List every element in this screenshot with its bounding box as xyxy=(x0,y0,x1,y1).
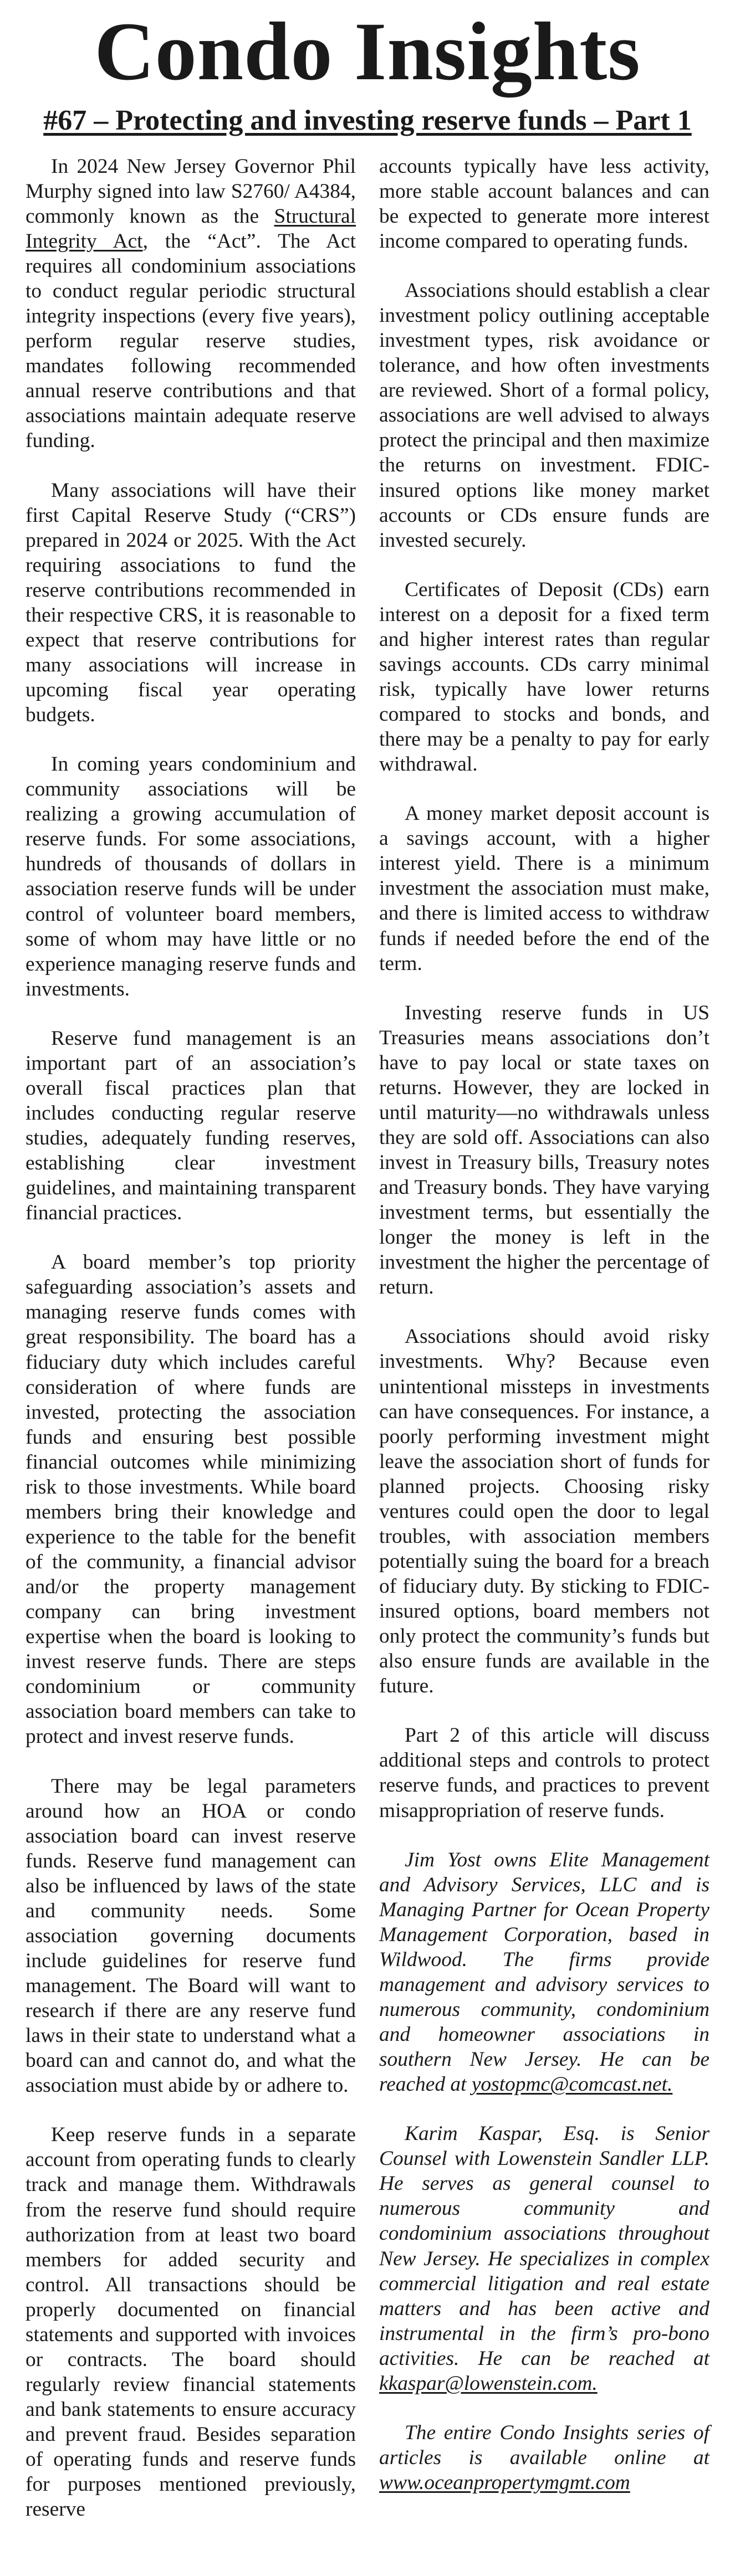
paragraph-money-market: A money market deposit account is a savings account, with a higher interest yield. There is a minimum investment the association must make, and there is limited access to withdraw funds if needed before the end of the term. xyxy=(379,802,710,975)
email-link-yost[interactable]: yostopmc@comcast.net. xyxy=(471,2073,673,2096)
paragraph-legal-parameters: There may be legal parameters around how an HOA or condo association board can invest reserve funds. Reserve fund management can also be influenced by laws of the state and community needs. Some association governing documents include guidelines for reserve fund management. The Board will want to research if there are any reserve fund laws in their state to understand what a board can and cannot do, and what the association must abide by or adhere to. xyxy=(25,1774,356,2097)
paragraph-reserve-accumulation: In coming years condominium and community associations will be realizing a growing accumulation of reserve funds. For some associations, hundreds of thousands of dollars in association reserve funds will be under control of volunteer board members, some of whom may have little or no experience managing reserve funds and investments. xyxy=(25,753,356,1000)
author-bio-jim-yost xyxy=(379,1848,710,2097)
paragraph-certificates-of-deposit: Certificates of Deposit (CDs) earn interest on a deposit for a fixed term and higher interest rates than regular savings accounts. CDs carry minimal risk, typically have lower returns compared to stocks and bonds, and there may be a penalty to pay for early withdrawal. xyxy=(379,578,710,776)
right-column xyxy=(379,154,710,2547)
left-column xyxy=(25,154,356,2547)
paragraph-board-responsibility: A board member’s top priority safeguarding association’s assets and managing reserve funds comes with great responsibility. The board has a fiduciary duty which includes careful consideration of where funds are invested, protecting the association funds and ensuring best possible financial outcomes while minimizing risk to those investments. While board members bring their knowledge and experience to the table for the benefit of the community, a financial advisor and/or the property management company can bring investment expertise when the board is looking to invest reserve funds. There are steps condominium or community association board members can take to protect and invest reserve funds. xyxy=(25,1251,356,1748)
paragraph-text: , the “Act”. The Act requires all condominium associations to conduct regular periodic structural integrity inspections (every five years), perform regular reserve studies, mandates following recommended annual reserve contributions and that associations maintain adequate reserve funding. xyxy=(25,229,356,453)
bio-text: Jim Yost owns Elite Management and Advisory Services, LLC and is Managing Partner for Ocean Property Management Corporation, based in Wildwood. The firms provide management and advisory services to numerous community, condominium and homeowner associations in southern New Jersey. He can be reached at xyxy=(379,1848,710,2096)
bio-text: The entire Condo Insights series of articles is available online at xyxy=(379,2421,710,2469)
article-columns xyxy=(25,154,710,2547)
structural-integrity-act-link[interactable]: Structural Integrity Act xyxy=(25,204,356,253)
paragraph-avoid-risky-investments: Associations should avoid risky investments. Why? Because even unintentional missteps in investments can have consequences. For instance, a poorly performing investment might leave the association short of funds for planned projects. Choosing risky ventures could open the door to legal troubles, with association members potentially suing the board for a breach of fiduciary duty. By sticking to FDIC-insured options, board members not only protect the community’s funds but also ensure funds are available in the future. xyxy=(379,1325,710,1698)
website-link[interactable]: www.oceanpropertymgmt.com xyxy=(379,2471,630,2495)
masthead-title: Condo Insights xyxy=(94,6,641,98)
paragraph-reserve-fund-management: Reserve fund management is an important part of an association’s overall fiscal practices plan that includes conducting regular reserve studies, adequately funding reserves, establishing clear investment guidelines, and maintaining transparent financial practices. xyxy=(25,1027,356,1225)
paragraph-structural-integrity-act xyxy=(25,154,356,454)
bio-text: Karim Kaspar, Esq. is Senior Counsel with Lowenstein Sandler LLP. He serves as general counsel to numerous community and condominium associations throughout New Jersey. He specializes in complex commercial litigation and real estate matters and has been active and instrumental in the firm’s pro-bono activities. He can be reached at xyxy=(379,2122,710,2370)
email-link-kaspar[interactable]: kkaspar@lowenstein.com. xyxy=(379,2372,598,2395)
paragraph-capital-reserve-study: Many associations will have their first Capital Reserve Study (“CRS”) prepared in 2024 or 2025. With the Act requiring associations to fund the reserve contributions recommended in their respective CRS, it is reasonable to expect that reserve contributions for many associations will increase in upcoming fiscal year operating budgets. xyxy=(25,479,356,727)
author-bio-karim-kaspar xyxy=(379,2121,710,2396)
paragraph-text: In 2024 New Jersey Governor Phil Murphy signed into law S2760/ A4384, commonly known as the xyxy=(25,155,356,228)
series-availability-note xyxy=(379,2420,710,2495)
paragraph-continuation: accounts typically have less activity, more stable account balances and can be expected to generate more interest income compared to operating funds. xyxy=(379,155,710,253)
article-subtitle: #67 – Protecting and investing reserve funds – Part 1 xyxy=(43,105,692,136)
paragraph-part-2-teaser: Part 2 of this article will discuss additional steps and controls to protect reserve funds, and practices to prevent misappropriation of reserve funds. xyxy=(379,1724,710,1822)
paragraph-investment-policy: Associations should establish a clear investment policy outlining acceptable investment types, risk avoidance or tolerance, and how often investments are reviewed. Short of a formal policy, associations are well advised to always protect the principal and then maximize the returns on investment. FDIC-insured options like money market accounts or CDs ensure funds are invested securely. xyxy=(379,279,710,552)
paragraph-separate-accounts: Keep reserve funds in a separate account from operating funds to clearly track and manage them. Withdrawals from the reserve fund should require authorization from at least two board members for added security and control. All transactions should be properly documented on financial statements and supported with invoices or contracts. The board should regularly review financial statements and bank statements to ensure accuracy and prevent fraud. Besides separation of operating funds and reserve funds for purposes mentioned previously, reserve xyxy=(25,2123,356,2521)
paragraph-treasuries: Investing reserve funds in US Treasuries means associations don’t have to pay local or state taxes on returns. However, they are locked in until maturity—no withdrawals unless they are sold off. Associations can also invest in Treasury bills, Treasury notes and Treasury bonds. They have varying investment terms, but essentially the longer the money is left in the investment the higher the percentage of return. xyxy=(379,1001,710,1299)
